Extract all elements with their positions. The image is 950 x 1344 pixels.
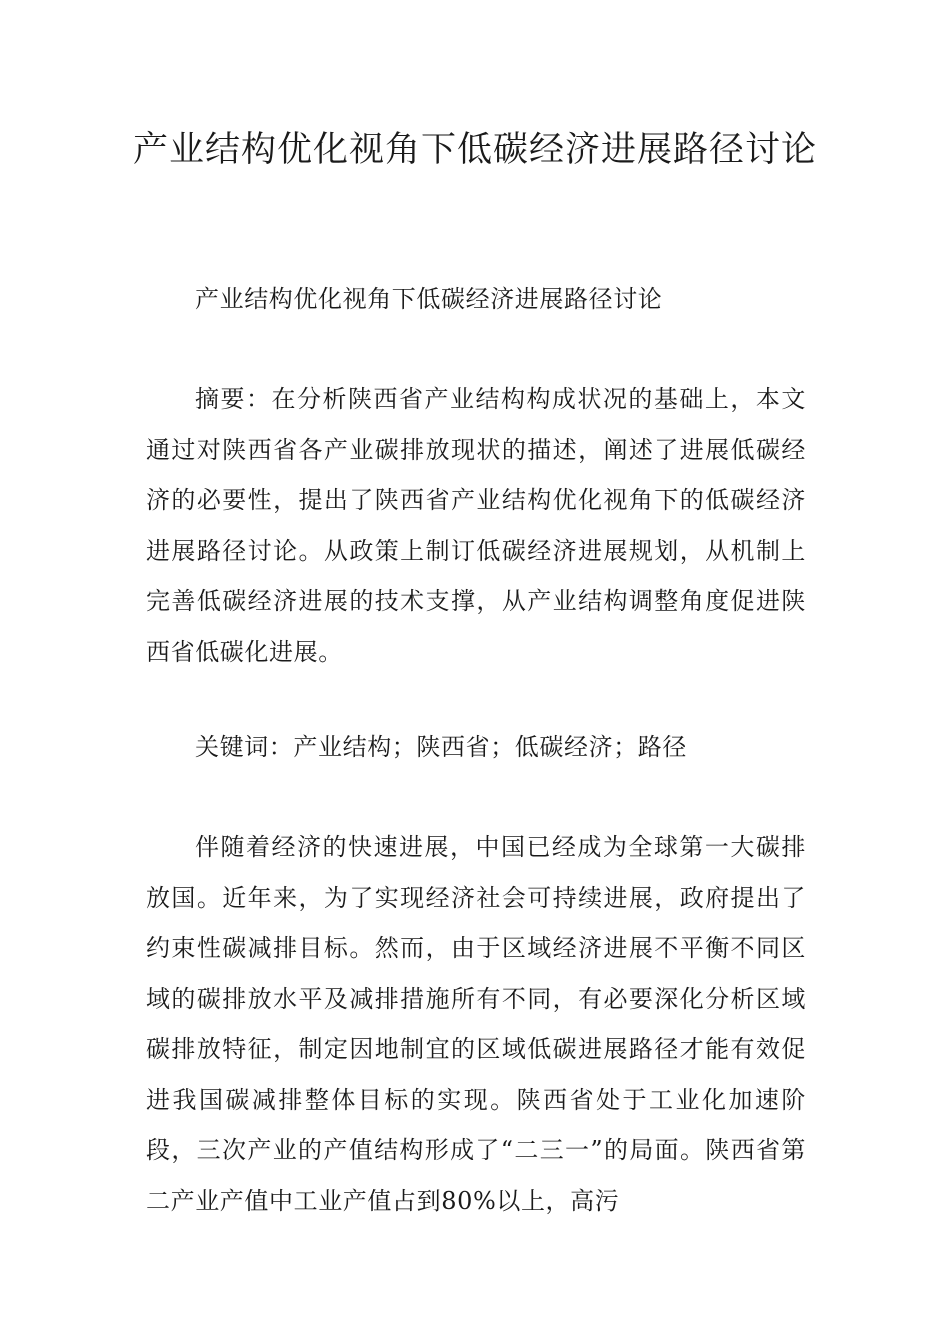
body-paragraph: 伴随着经济的快速进展，中国已经成为全球第一大碳排放国。近年来，为了实现经济社会可持续进展，政府提出了约束性碳减排目标。然而，由于区域经济进展不平衡不同区域的碳排放水平及减排措施所有不同，有必要深化分析区域碳排放特征，制定因地制宜的区域低碳进展路径才能有效促进我国碳减排整体目标的实现。陕西省处于工业化加速阶段，三次产业的产值结构形成了“二三一”的局面。陕西省第二产业产值中工业产值占到80%以上，高污 (146, 833, 806, 1215)
keywords-paragraph: 关键词：产业结构；陕西省；低碳经济；路径 (195, 733, 687, 761)
abstract-paragraph: 摘要：在分析陕西省产业结构构成状况的基础上，本文通过对陕西省各产业碳排放现状的描述，阐述了进展低碳经济的必要性，提出了陕西省产业结构优化视角下的低碳经济进展路径讨论。从政策上制订低碳经济进展规划，从机制上完善低碳经济进展的技术支撑，从产业结构调整角度促进陕西省低碳化进展。 (146, 385, 806, 666)
document-title: 产业结构优化视角下低碳经济进展路径讨论 (132, 130, 817, 170)
document-subtitle: 产业结构优化视角下低碳经济进展路径讨论 (195, 285, 663, 313)
